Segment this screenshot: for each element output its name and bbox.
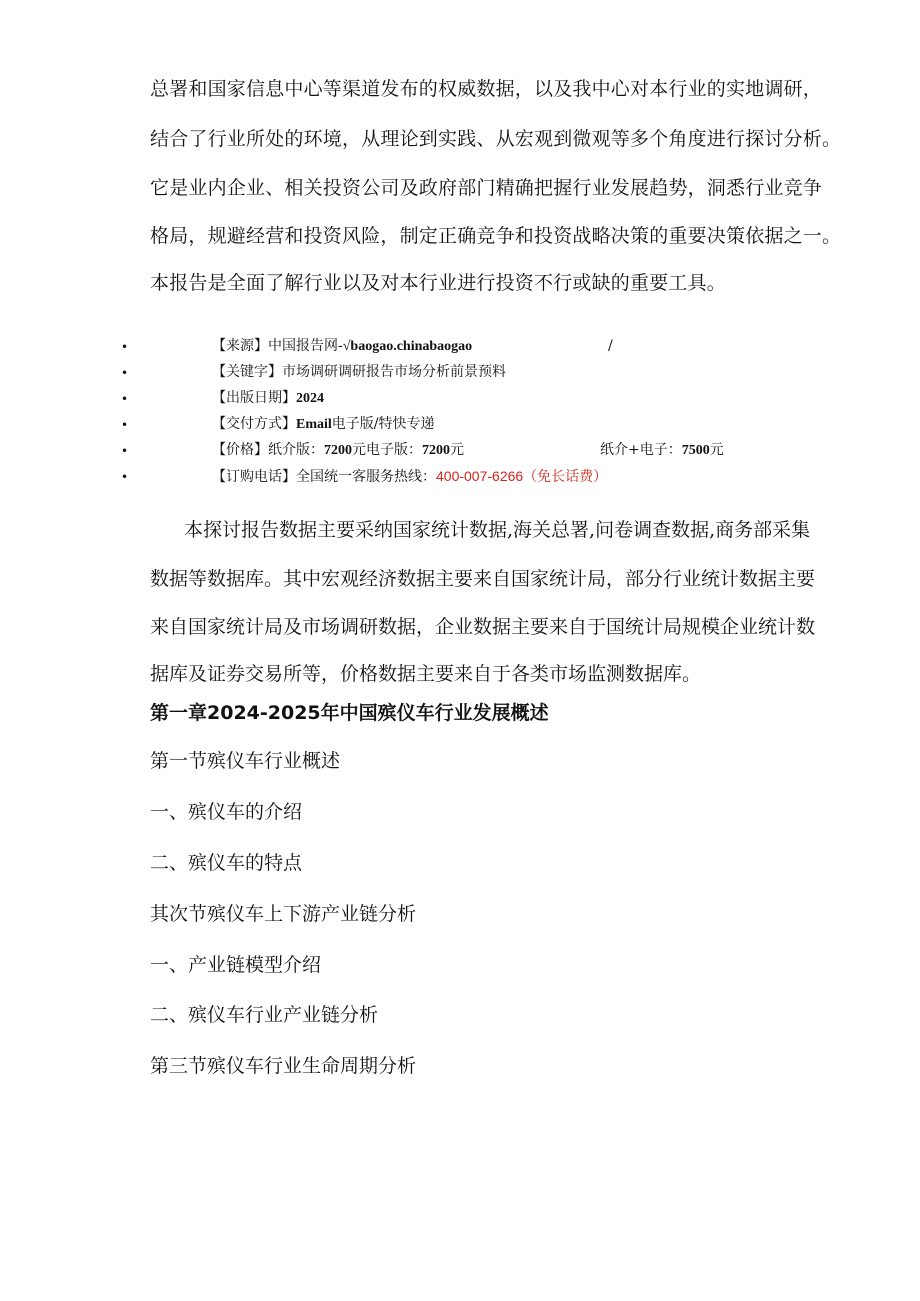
info-phone xyxy=(212,467,607,486)
intro-line: 总署和国家信息中心等渠道发布的权威数据，以及我中心对本行业的实地调研， xyxy=(150,78,823,100)
data-line: 来自国家统计局及市场调研数据，企业数据主要来自于国统计局规模企业统计数 xyxy=(150,616,816,638)
data-line: 数据等数据库。其中宏观经济数据主要来自国家统计局，部分行业统计数据主要 xyxy=(150,568,816,590)
price-combo-label: 纸介+电子： xyxy=(600,442,682,458)
phone-number: 400-007-6266（免长话费） xyxy=(436,468,608,484)
price-combo-unit: 元 xyxy=(709,442,724,458)
toc-item: 其次节殡仪车上下游产业链分析 xyxy=(150,903,417,925)
toc-item: 一、殡仪车的介绍 xyxy=(150,801,303,823)
intro-line: 结合了行业所处的环境，从理论到实践、从宏观到微观等多个角度进行探讨分析。 xyxy=(150,128,842,150)
source-slash: / xyxy=(608,338,613,354)
info-price xyxy=(212,441,464,460)
delivery-label: 【交付方式】 xyxy=(212,416,296,432)
bullet-marker: • xyxy=(121,418,129,432)
price-combo-value: 7500 xyxy=(681,443,710,458)
delivery-value: 电子版/特快专递 xyxy=(331,416,435,432)
date-value: 2024 xyxy=(296,391,324,406)
data-line: 本探讨报告数据主要采纳国家统计数据,海关总署,问卷调查数据,商务部采集 xyxy=(184,519,811,541)
bullet-marker: • xyxy=(121,366,129,380)
info-keywords xyxy=(212,363,506,381)
toc-item: 一、产业链模型介绍 xyxy=(150,954,322,976)
source-url-link[interactable]: √baogao.chinabaogao xyxy=(342,339,473,354)
source-label: 【来源】中国报告网- xyxy=(212,338,343,354)
delivery-email: Email xyxy=(296,417,332,432)
toc-item: 二、殡仪车的特点 xyxy=(150,852,303,874)
bullet-marker: • xyxy=(121,444,129,458)
price-unit: 元 xyxy=(450,442,464,458)
info-date xyxy=(212,389,324,408)
bullet-marker: • xyxy=(121,340,129,354)
price-paper: 7200 xyxy=(324,443,352,458)
keywords-value: 市场调研调研报告市场分析前景预料 xyxy=(282,364,506,380)
intro-line: 它是业内企业、相关投资公司及政府部门精确把握行业发展趋势，洞悉行业竞争 xyxy=(150,177,823,199)
info-delivery xyxy=(212,415,435,434)
bullet-marker: • xyxy=(121,392,129,406)
toc-item: 第三节殡仪车行业生命周期分析 xyxy=(150,1055,417,1077)
phone-label: 【订购电话】全国统一客服务热线： xyxy=(212,469,436,485)
price-electronic: 7200 xyxy=(422,443,450,458)
chapter-title: 第一章2024-2025年中国殡仪车行业发展概述 xyxy=(150,702,549,724)
keywords-label: 【关键字】 xyxy=(212,364,282,380)
toc-item: 二、殡仪车行业产业链分析 xyxy=(150,1004,379,1026)
price-label: 【价格】纸介版： xyxy=(212,442,324,458)
price-combo xyxy=(600,441,724,460)
info-source xyxy=(212,337,472,356)
intro-line: 格局，规避经营和投资风险，制定正确竞争和投资战略决策的重要决策依据之一。 xyxy=(150,225,842,247)
data-line: 据库及证券交易所等，价格数据主要来自于各类市场监测数据库。 xyxy=(150,663,702,685)
price-mid: 元电子版： xyxy=(352,442,422,458)
date-label: 【出版日期】 xyxy=(212,390,296,406)
intro-line: 本报告是全面了解行业以及对本行业进行投资不行或缺的重要工具。 xyxy=(150,272,727,294)
bullet-marker: • xyxy=(121,470,129,484)
toc-item: 第一节殡仪车行业概述 xyxy=(150,750,341,772)
